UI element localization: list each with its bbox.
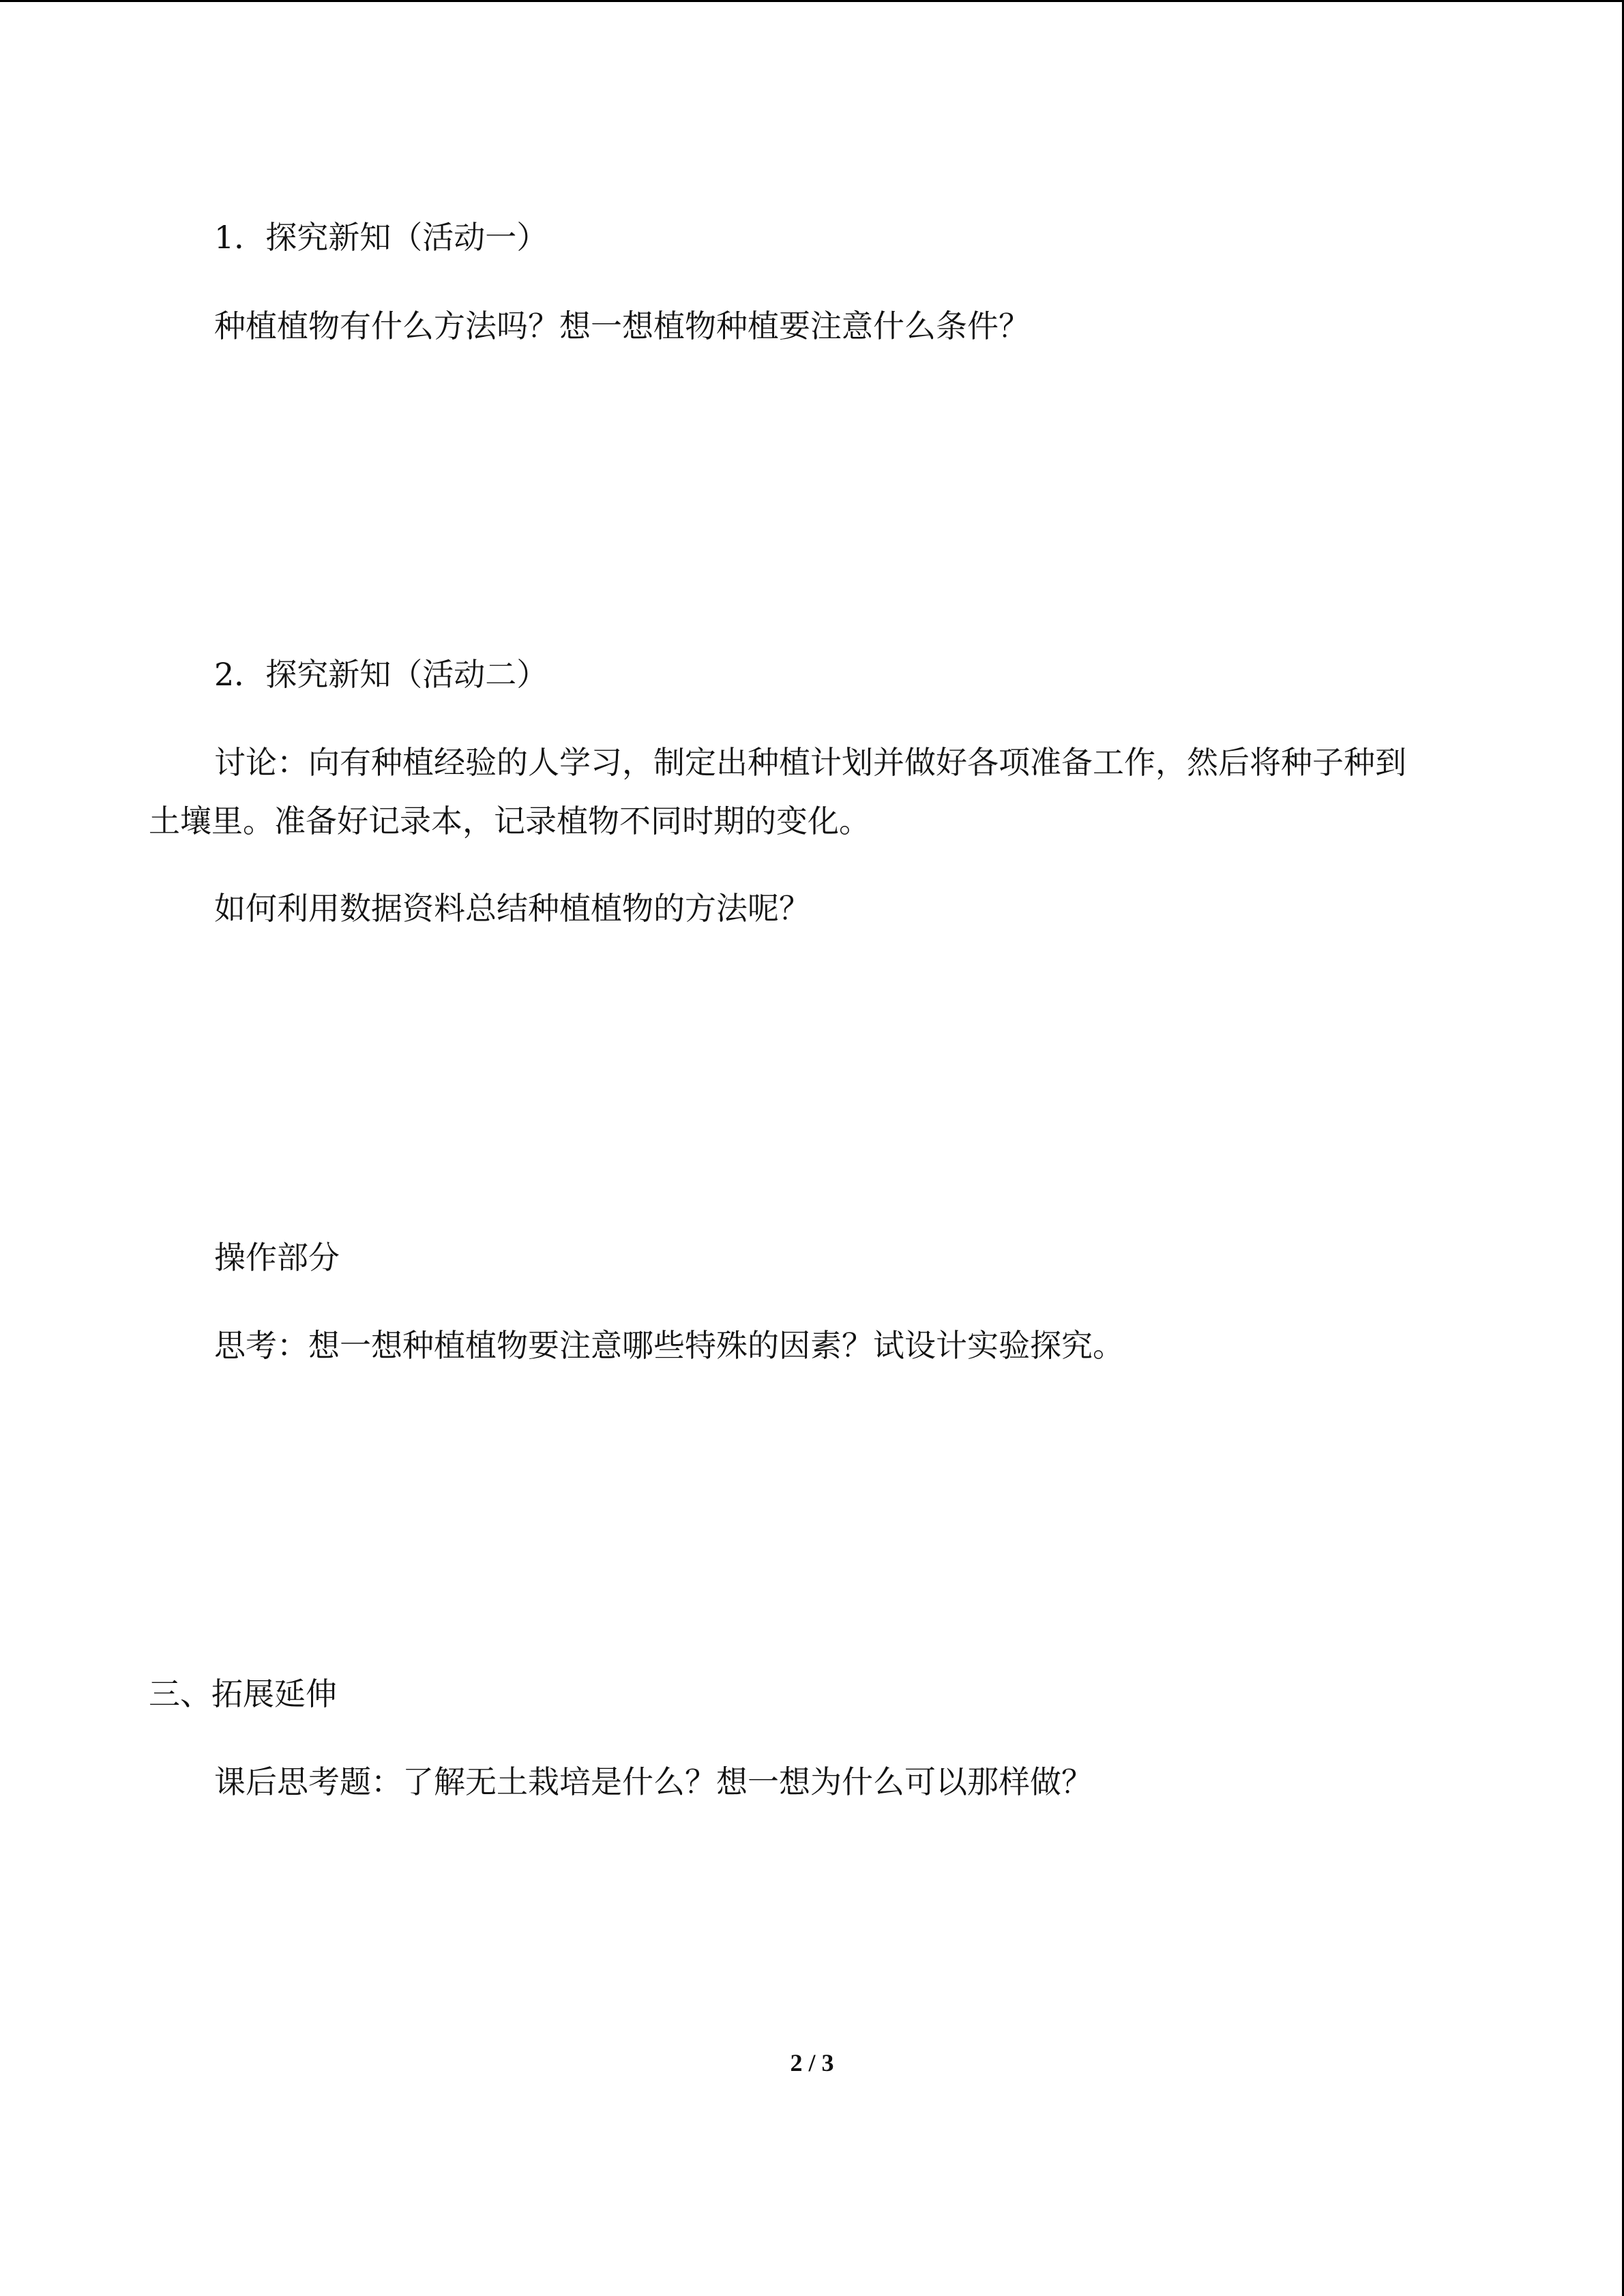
activity2-heading: 2．探究新知（活动二） <box>214 656 548 693</box>
page-number: 2 / 3 <box>790 2049 834 2076</box>
activity2-question: 如何利用数据资料总结种植植物的方法呢？ <box>214 890 810 927</box>
section3-heading: 三、拓展延伸 <box>149 1675 337 1712</box>
activity1-question: 种植植物有什么方法吗？想一想植物种植要注意什么条件？ <box>214 308 1030 344</box>
activity2-discussion-line1: 讨论：向有种植经验的人学习，制定出种植计划并做好各项准备工作，然后将种子种到 <box>214 744 1406 781</box>
section3-homework: 课后思考题：了解无土栽培是什么？想一想为什么可以那样做？ <box>214 1763 1093 1800</box>
operation-heading: 操作部分 <box>214 1239 340 1276</box>
activity2-discussion-line2: 土壤里。准备好记录本，记录植物不同时期的变化。 <box>149 803 870 839</box>
activity1-heading: 1．探究新知（活动一） <box>214 219 548 256</box>
operation-thinking: 思考：想一想种植植物要注意哪些特殊的因素？试设计实验探究。 <box>214 1327 1124 1364</box>
